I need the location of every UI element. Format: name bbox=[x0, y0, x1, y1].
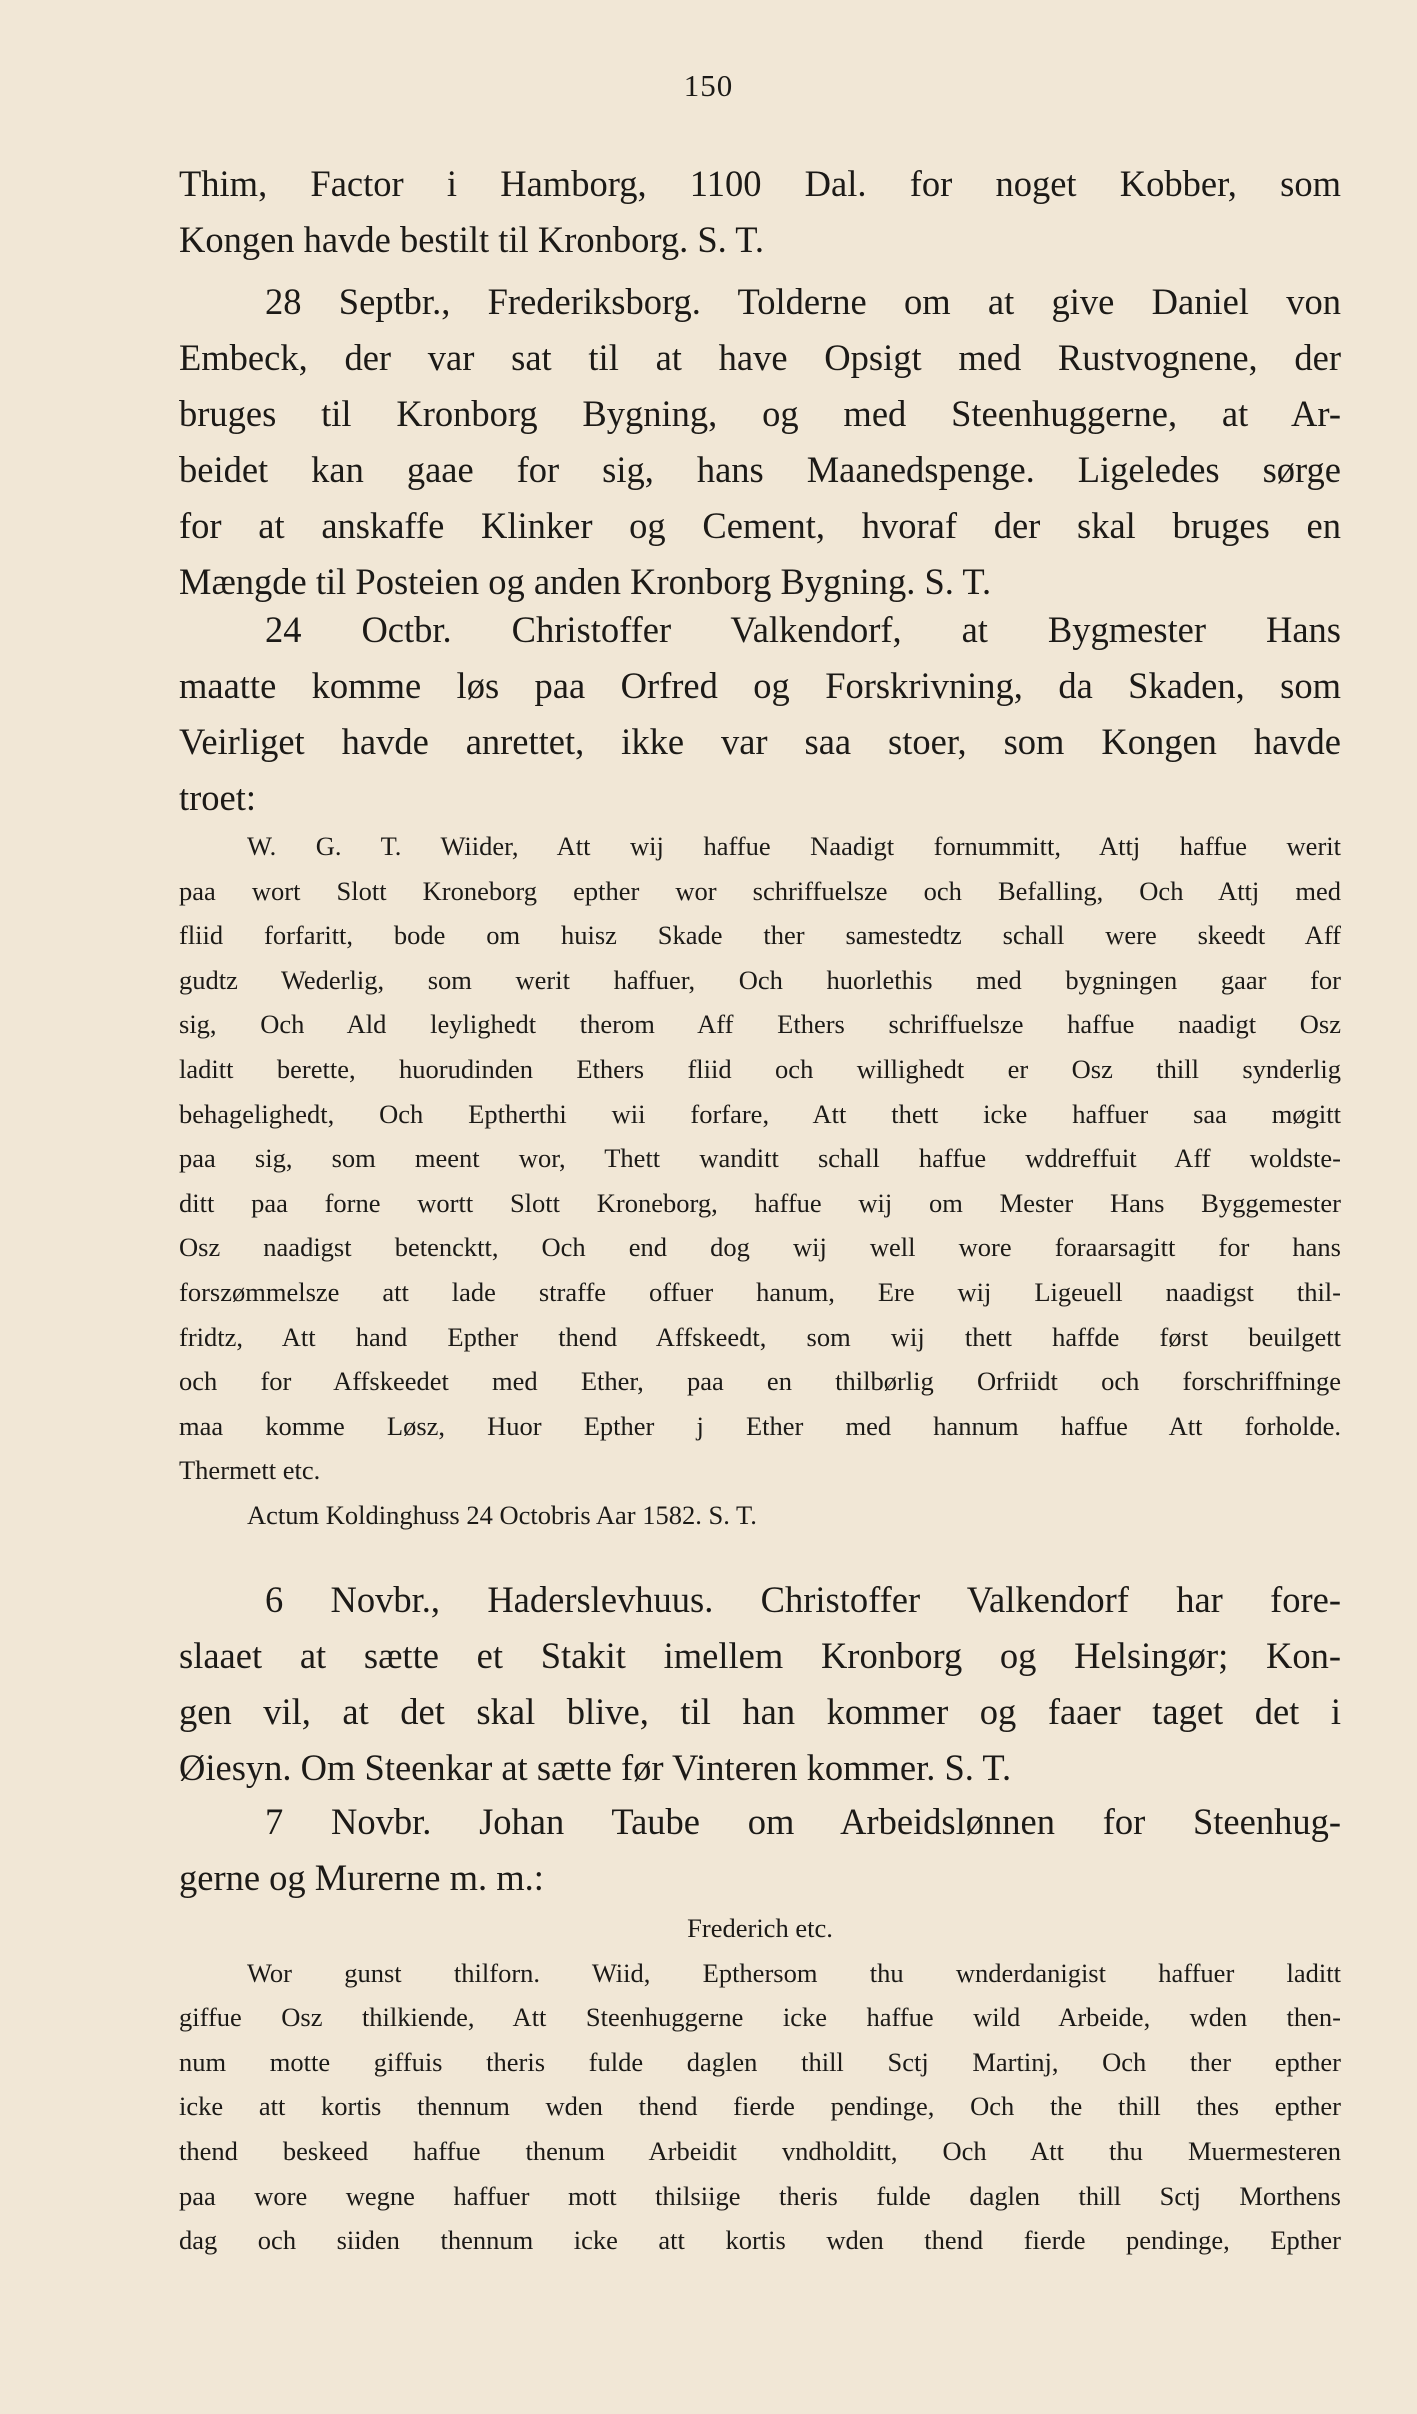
text-line: 6 Novbr., Haderslevhuus. Christoffer Valkendorf har fore- bbox=[265, 1579, 1341, 1620]
text-line: 24 Octbr. Christoffer Valkendorf, at Bygmester Hans bbox=[265, 609, 1341, 650]
text-line: slaaet at sætte et Stakit imellem Kronborg og Helsingør; Kon- bbox=[179, 1635, 1341, 1676]
paragraph-thim bbox=[179, 156, 1341, 268]
letter-line: dag och siiden thennum icke att kortis wden thend fierde pendinge, Epther bbox=[179, 2225, 1341, 2256]
paragraph-7-novbr bbox=[179, 1794, 1341, 1906]
text-line: Embeck, der var sat til at have Opsigt med Rustvognene, der bbox=[179, 337, 1341, 378]
letter-line: paa wore wegne haffuer mott thilsiige theris fulde daglen thill Sctj Morthens bbox=[179, 2180, 1341, 2211]
letter-line: paa wort Slott Kroneborg epther wor schriffuelsze och Befalling, Och Attj med bbox=[179, 875, 1341, 906]
text-line: for at anskaffe Klinker og Cement, hvoraf der skal bruges en bbox=[179, 505, 1341, 546]
quoted-letter-1 bbox=[179, 824, 1341, 1538]
text-line: troet: bbox=[179, 777, 257, 818]
text-line: gen vil, at det skal blive, til han kommer og faaer taget det i bbox=[179, 1691, 1341, 1732]
letter-line: fridtz, Att hand Epther thend Affskeedt, som wij thett haffde først beuilgett bbox=[179, 1321, 1341, 1352]
letter-line: W. G. T. Wiider, Att wij haffue Naadigt fornummitt, Attj haffue werit bbox=[247, 831, 1341, 861]
letter-line: och for Affskeedet med Ether, paa en thilbørlig Orfriidt och forschriffninge bbox=[179, 1366, 1341, 1397]
letter-line: ditt paa forne wortt Slott Kroneborg, haffue wij om Mester Hans Byggemester bbox=[179, 1187, 1341, 1218]
letter-line: maa komme Løsz, Huor Epther j Ether med hannum haffue Att forholde. bbox=[179, 1410, 1341, 1441]
letter-line: paa sig, som meent wor, Thett wanditt schall haffue wddreffuit Aff woldste- bbox=[179, 1143, 1341, 1174]
text-line: gerne og Murerne m. m.: bbox=[179, 1857, 544, 1898]
letter-actum: Actum Koldinghuss 24 Octobris Aar 1582. S. T. bbox=[247, 1499, 757, 1530]
text-line: bruges til Kronborg Bygning, og med Steenhuggerne, at Ar- bbox=[179, 393, 1341, 434]
letter-line: Wor gunst thilforn. Wiid, Epthersom thu wnderdanigist haffuer laditt bbox=[247, 1957, 1341, 1988]
text-line: maatte komme løs paa Orfred og Forskrivning, da Skaden, som bbox=[179, 665, 1341, 706]
letter-line: sig, Och Ald leylighedt therom Aff Ethers schriffuelsze haffue naadigt Osz bbox=[179, 1009, 1341, 1040]
letter-line: Osz naadigst betencktt, Och end dog wij well wore foraarsagitt for hans bbox=[179, 1232, 1341, 1263]
paragraph-24-octbr bbox=[179, 602, 1341, 826]
paragraph-28-septbr bbox=[179, 274, 1341, 610]
letter-line: Thermett etc. bbox=[179, 1455, 321, 1486]
letter-line: num motte giffuis theris fulde daglen thill Sctj Martinj, Och ther epther bbox=[179, 2046, 1341, 2077]
text-line: 28 Septbr., Frederiksborg. Tolderne om at give Daniel von bbox=[265, 281, 1341, 322]
letter-line: gudtz Wederlig, som werit haffuer, Och huorlethis med bygningen gaar for bbox=[179, 964, 1341, 995]
page-number: 150 bbox=[683, 68, 734, 103]
text-line: 7 Novbr. Johan Taube om Arbeidslønnen for Steenhug- bbox=[265, 1801, 1341, 1842]
letter-line: forszømmelsze att lade straffe offuer hanum, Ere wij Ligeuell naadigst thil- bbox=[179, 1276, 1341, 1307]
text-line: Thim, Factor i Hamborg, 1100 Dal. for noget Kobber, som bbox=[179, 163, 1341, 204]
letter-line: thend beskeed haffue thenum Arbeidit vndholditt, Och Att thu Muermesteren bbox=[179, 2135, 1341, 2166]
paragraph-6-novbr bbox=[179, 1572, 1341, 1796]
text-line: beidet kan gaae for sig, hans Maanedspenge. Ligeledes sørge bbox=[179, 449, 1341, 490]
letter-line: giffue Osz thilkiende, Att Steenhuggerne icke haffue wild Arbeide, wden then- bbox=[179, 2002, 1341, 2033]
letter-line: laditt berette, huorudinden Ethers fliid och willighedt er Osz thill synderlig bbox=[179, 1053, 1341, 1084]
letter-line: icke att kortis thennum wden thend fierde pendinge, Och the thill thes epther bbox=[179, 2091, 1341, 2122]
letter-line: behagelighedt, Och Eptherthi wii forfare, Att thett icke haffuer saa møgitt bbox=[179, 1098, 1341, 1129]
text-line: Kongen havde bestilt til Kronborg. S. T. bbox=[179, 219, 764, 260]
quoted-letter-2 bbox=[179, 1906, 1341, 2263]
letter-line: fliid forfaritt, bode om huisz Skade ther samestedtz schall were skeedt Aff bbox=[179, 920, 1341, 951]
letter-salutation: Frederich etc. bbox=[687, 1913, 833, 1943]
text-line: Veirliget havde anrettet, ikke var saa stoer, som Kongen havde bbox=[179, 721, 1341, 762]
text-line: Mængde til Posteien og anden Kronborg Bygning. S. T. bbox=[179, 561, 992, 602]
text-line: Øiesyn. Om Steenkar at sætte før Vinteren kommer. S. T. bbox=[179, 1747, 1012, 1788]
